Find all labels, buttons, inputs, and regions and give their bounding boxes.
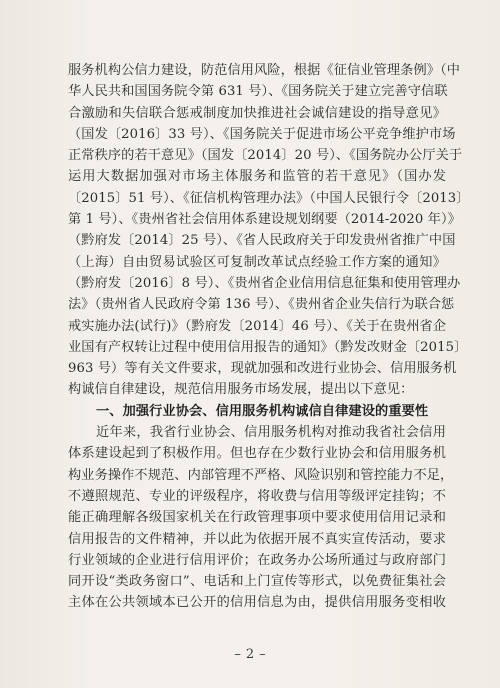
paragraph-line: 构诚信自律建设，规范信用服务市场发展，提出以下意见： bbox=[68, 382, 414, 398]
section-heading: 一、加强行业协会、信用服务机构诚信自律建设的重要性 bbox=[96, 403, 429, 419]
section-line: 体系建设起到了积极作用。但也存在少数行业协会和信用服务机 bbox=[68, 446, 446, 462]
section-line: 信用报告的文件精神，并以此为依据开展不真实宣传活动，要求 bbox=[68, 531, 446, 547]
paragraph-line: （国发〔2016〕33 号）、《国务院关于促进市场公平竞争维护市场 bbox=[68, 126, 456, 142]
section-line: 构业务操作不规范、内部管理不严格、风险识别和管控能力不足， bbox=[68, 467, 454, 483]
paragraph-line: 法》（贵州省人民政府令第 136 号）、《贵州省企业失信行为联合惩 bbox=[68, 297, 455, 313]
paragraph-line: 第 1 号）、《贵州省社会信用体系建设规划纲要（2014-2020 年）》 bbox=[68, 212, 461, 228]
page-number-dash-left: – bbox=[234, 647, 241, 662]
paragraph-line: （黔府发〔2014〕25 号）、《省人民政府关于印发贵州省推广中国 bbox=[68, 233, 456, 249]
paragraph-line: 服务机构公信力建设，防范信用风险，根据《征信业管理条例》（中 bbox=[68, 63, 461, 78]
section-line: 主体在公共领域本已公开的信用信息为由，提供信用服务变相收 bbox=[68, 595, 446, 611]
paragraph-line: 华人民共和国国务院令第 631 号）、《国务院关于建立完善守信联 bbox=[68, 84, 448, 100]
section-line: 不遵照规范、专业的评级程序，将收费与信用等级评定挂钩；不 bbox=[68, 488, 446, 504]
section-line: 近年来，我省行业协会、信用服务机构对推动我省社会信用 bbox=[96, 425, 446, 441]
paragraph-line: 〔2015〕51 号）、《征信机构管理办法》（中国人民银行令〔2013〕 bbox=[68, 190, 470, 206]
section-line: 行业领域的企业进行信用评价；在政务办公场所通过与政府部门 bbox=[68, 552, 446, 568]
document-body bbox=[68, 60, 470, 614]
page-number bbox=[0, 647, 500, 662]
paragraph-line: 963 号）等有关文件要求，现就加强和改进行业协会、信用服务机 bbox=[68, 361, 457, 377]
paragraph-line: 合激励和失信联合惩戒制度加快推进社会诚信建设的指导意见》 bbox=[68, 105, 446, 121]
section-line: 能正确理解各级国家机关在行政管理事项中要求使用信用记录和 bbox=[68, 510, 446, 526]
page-number-value: 2 bbox=[245, 647, 255, 662]
page-number-dash-right: – bbox=[259, 647, 266, 662]
paragraph-line: 业国有产权转让过程中使用信用报告的通知》（黔发改财金〔2015〕 bbox=[68, 339, 468, 355]
paragraph-line: 戒实施办法(试行)》（黔府发〔2014〕46 号）、《关于在贵州省企 bbox=[68, 318, 447, 334]
paragraph-line: 正常秩序的若干意见》（国发〔2014〕20 号）、《国务院办公厅关于 bbox=[68, 148, 463, 164]
paragraph-line: （上海）自由贸易试验区可复制改革试点经验工作方案的通知》 bbox=[68, 254, 446, 270]
paragraph-line: （黔府发〔2016〕8 号）、《贵州省企业信用信息征集和使用管理办 bbox=[68, 275, 461, 291]
paragraph-line: 运用大数据加强对市场主体服务和监管的若干意见》（国办发 bbox=[68, 169, 446, 185]
section-line: 同开设“类政务窗口”、电话和上门宣传等形式，以免费征集社会 bbox=[68, 574, 446, 590]
